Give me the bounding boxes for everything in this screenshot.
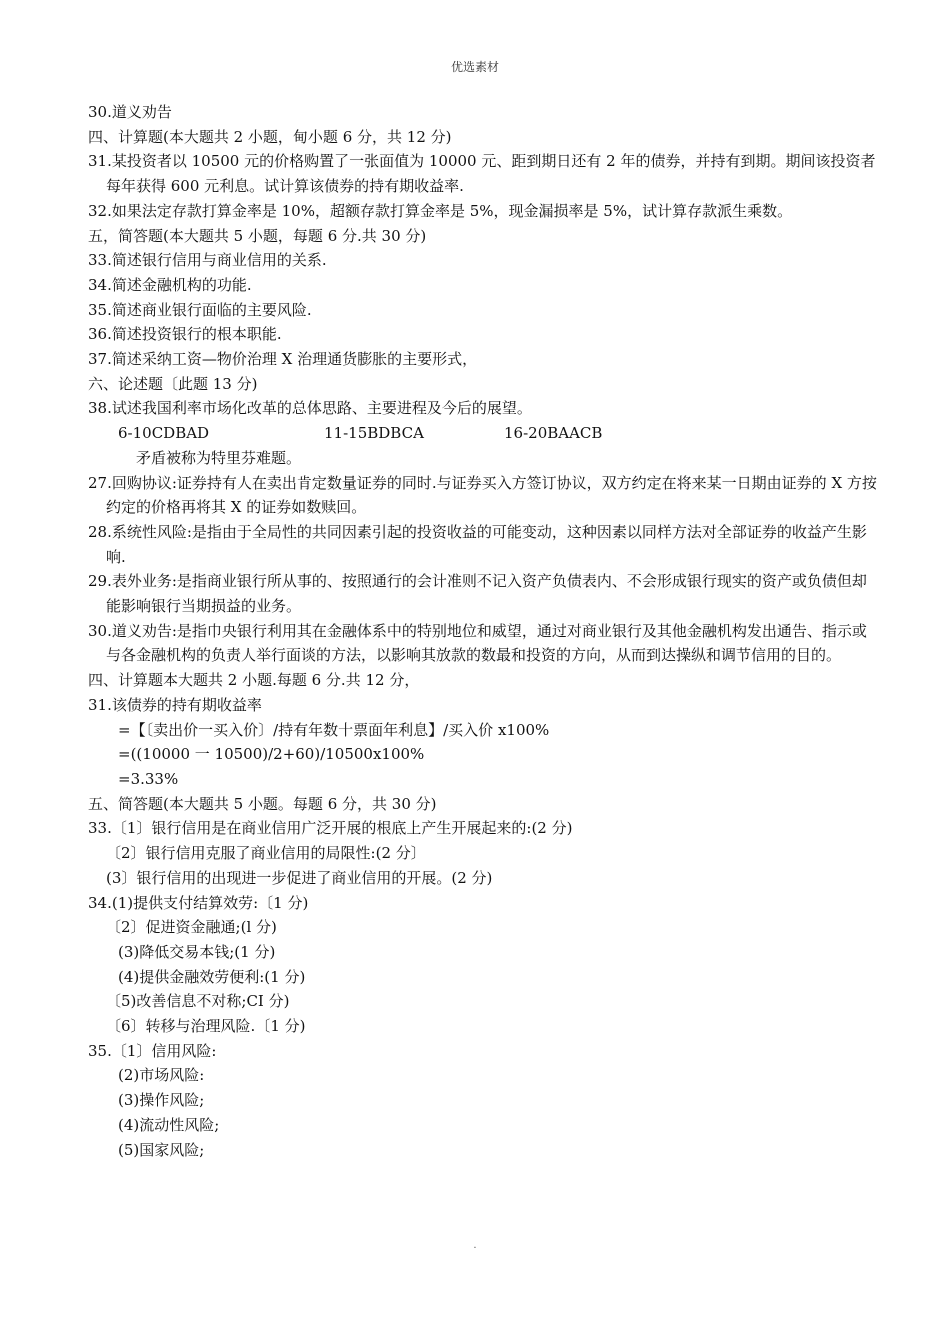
text-line: 矛盾被称为特里芬难题。 — [136, 448, 302, 467]
page-header: 优选素材 — [450, 60, 499, 74]
answer-item: 〔2〕促进资金融通;(l 分) — [106, 918, 277, 937]
formula-line: =((10000 一 10500)/2+60)/10500x100% — [118, 745, 425, 764]
answer-29-text: 29.表外业务:是指商业银行所从事的、按照通行的会计准则不记入资产负债表内、不会形成银行现实的资产或负债但却能影响银行当期损益的业务。 — [88, 572, 867, 616]
answer-30 — [88, 619, 878, 668]
answer-item: (3〕银行信用的出现进一步促进了商业信用的开展。(2 分) — [106, 868, 493, 887]
section-heading: 四、计算题(本大题共 2 小题，甸小题 6 分，共 12 分) — [88, 127, 452, 146]
answer-key-row — [88, 421, 878, 446]
answer-27-text: 27.回购协议:证券持有人在卖出肯定数量证券的同时.与证券买入方签订协议，双方约定在将来某一日期由证券的 X 方按约定的价格再将其 X 的证券如数赎回。 — [88, 473, 877, 517]
answer-29 — [88, 569, 878, 618]
answer-item: (2)市场风险: — [118, 1066, 205, 1085]
section-heading: 四、计算题本大题共 2 小题.每题 6 分.共 12 分， — [88, 671, 420, 690]
question-34: 34.简述金融机构的功能. — [88, 275, 252, 294]
text-line: 30.道义劝告 — [88, 103, 172, 121]
question-31-text: 31.某投资者以 10500 元的价格购置了一张面值为 10000 元、距到期日还有 2 年的债券，并持有到期。期间该投资者每年获得 600 元利息。试计算该债券的持有期收益率. — [88, 152, 876, 196]
formula-line: =【〔卖出价一买入价〕/持有年数十票面年利息】/买入价 x100% — [118, 720, 550, 739]
question-36: 36.简述投资银行的根本职能. — [88, 325, 282, 344]
question-38: 38.试述我国利率市场化改革的总体思路、主要进程及今后的展望。 — [88, 399, 532, 418]
answer-item: (3)操作风险; — [118, 1091, 205, 1110]
question-37: 37.简述采纳工资—物价治理 X 治理通货膨胀的主要形式， — [88, 350, 478, 369]
answer-item: 〔6〕转移与治理风险.〔1 分) — [106, 1017, 306, 1036]
answer-key-16-20: 16-20BAACB — [504, 424, 603, 443]
question-35: 35.简述商业银行面临的主要风险. — [88, 300, 312, 319]
answer-item: (5)国家风险; — [118, 1140, 205, 1159]
answer-30-text: 30.道义劝告:是指巾央银行利用其在金融体系中的特别地位和威望，通过对商业银行及其他金融机构发出通告、指示或与各金融机构的负责人举行面谈的方法，以影响其放款的数最和投资的方向，从而到达操纵和调节信用的目的。 — [88, 621, 867, 665]
section-heading: 五、简答题(本大题共 5 小题。每题 6 分，共 30 分) — [88, 794, 437, 813]
document-body — [88, 100, 878, 1162]
answer-key-6-10: 6-10CDBAD — [118, 424, 210, 443]
answer-27 — [88, 471, 878, 520]
page-footer: . — [473, 1240, 477, 1251]
section-heading: 五，简答题(本大题共 5 小题，每题 6 分.共 30 分) — [88, 226, 427, 245]
answer-34: 34.(1)提供支付结算效劳:〔1 分) — [88, 893, 309, 912]
question-32: 32.如果法定存款打算金率是 10%，超额存款打算金率是 5%，现金漏损率是 5%，试计算存款派生乘数。 — [88, 201, 793, 220]
answer-31: 31.该债券的持有期收益率 — [88, 695, 262, 714]
answer-35: 35.〔1〕信用风险: — [88, 1041, 217, 1060]
answer-28 — [88, 520, 878, 569]
answer-28-text: 28.系统性风险:是指由于全局性的共同因素引起的投资收益的可能变动，这种因素以同样方法对全部证券的收益产生影响. — [88, 522, 867, 566]
question-31 — [88, 149, 878, 198]
question-33: 33.简述银行信用与商业信用的关系. — [88, 251, 327, 270]
answer-key-11-15: 11-15BDBCA — [324, 424, 424, 443]
answer-item: 〔2〕银行信用克服了商业信用的局限性:(2 分〕 — [106, 844, 426, 863]
section-heading: 六、论述题〔此题 13 分) — [88, 374, 258, 393]
answer-item: (4)流动性风险; — [118, 1115, 220, 1134]
answer-item: (3)降低交易本钱;(1 分) — [118, 942, 276, 961]
answer-item: (4)提供金融效劳便利:(1 分) — [118, 967, 306, 986]
answer-33: 33.〔1〕银行信用是在商业信用广泛开展的根底上产生开展起来的:(2 分) — [88, 819, 573, 838]
formula-result: =3.33% — [118, 769, 179, 788]
answer-item: 〔5)改善信息不对称;CI 分) — [106, 992, 290, 1011]
